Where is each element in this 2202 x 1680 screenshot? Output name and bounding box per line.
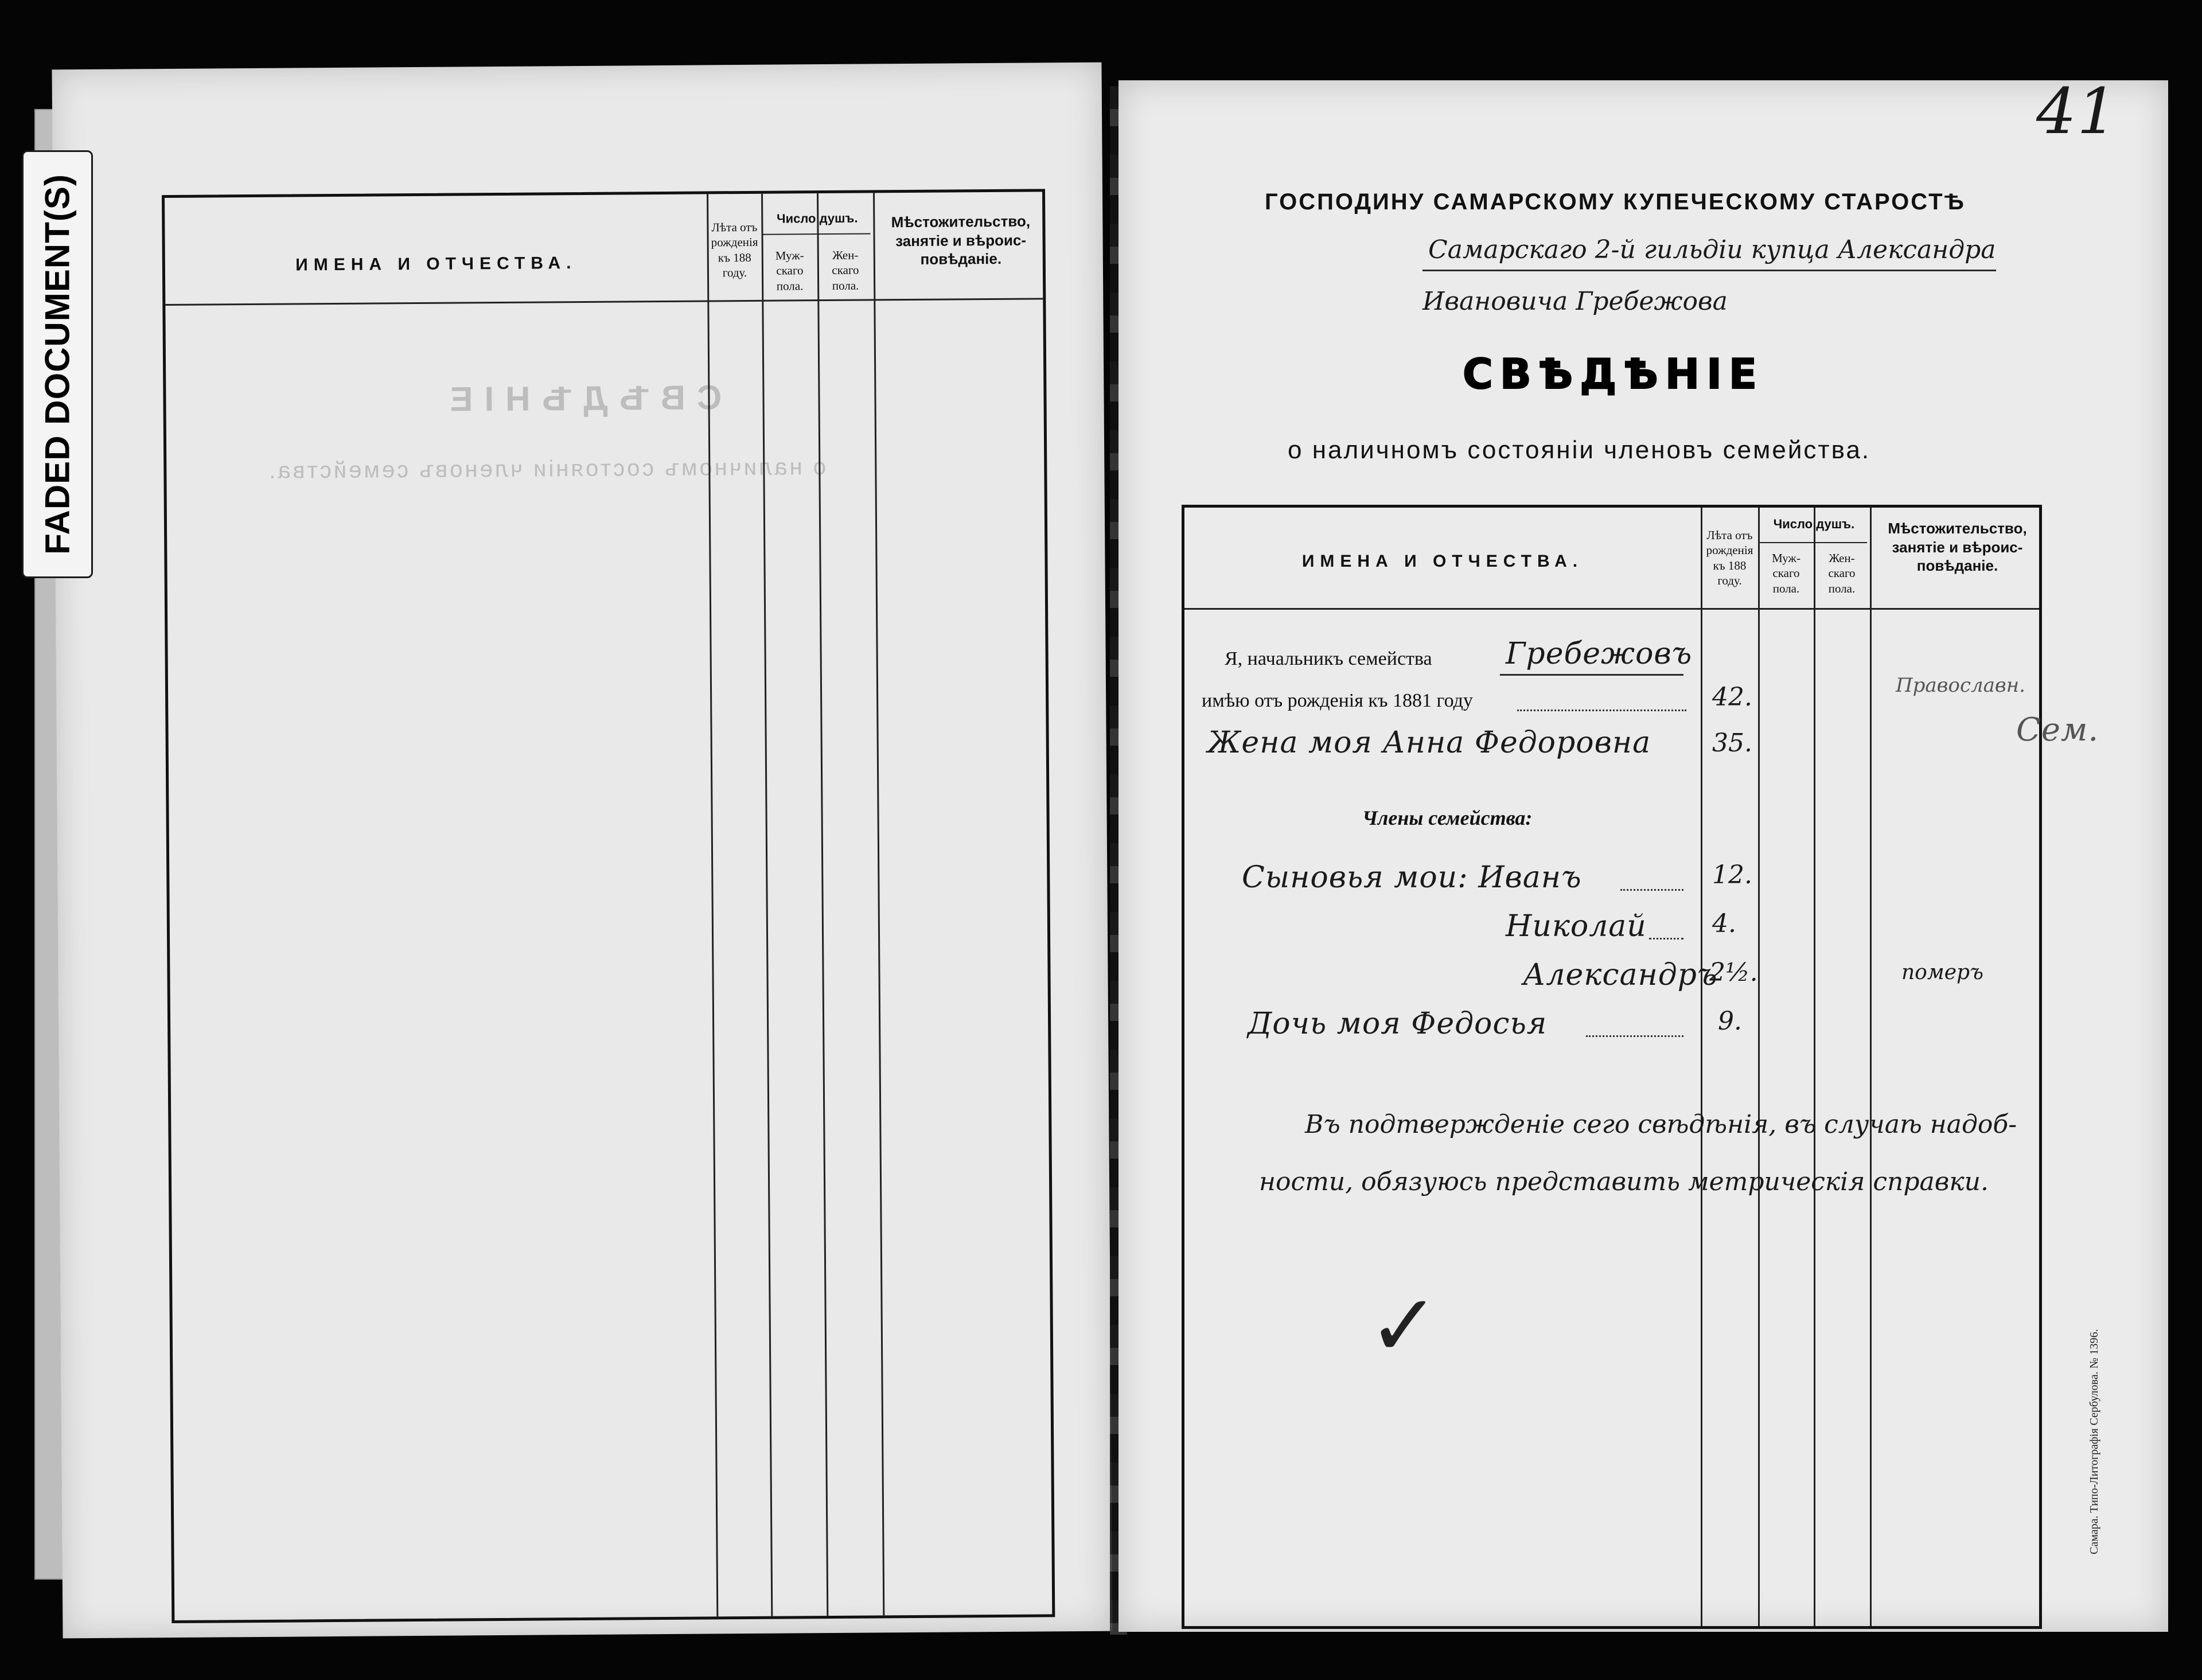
souls-divider bbox=[762, 233, 871, 235]
header-female: Жен-скаго пола. bbox=[832, 248, 859, 293]
page-number: 41 bbox=[2036, 75, 2118, 148]
birth-line: имѣю отъ рожденія къ 1881 году bbox=[1202, 690, 1473, 711]
confirmation-line-2: ности, обязуюсь представить метрическія справки. bbox=[1259, 1167, 1989, 1196]
birth-line-dots bbox=[1517, 710, 1686, 711]
addressee-heading: ГОСПОДИНУ САМАРСКОМУ КУПЕЧЕСКОМУ СТАРОСТѢ bbox=[1265, 189, 1966, 215]
printer-imprint: Самара. Типо-Литографія Сербулова. № 1396. bbox=[2088, 1329, 2100, 1554]
header-residence: Мѣстожительство, занятіе и вѣроис-повѣданіе. bbox=[1888, 520, 2027, 574]
column-divider bbox=[761, 194, 773, 1616]
member-2-dots bbox=[1649, 938, 1683, 940]
column-divider bbox=[1701, 508, 1702, 1626]
right-page bbox=[1118, 75, 2168, 1632]
left-page bbox=[52, 63, 1112, 1639]
confirmation-line-1: Въ подтвержденіе сего свѣдѣнія, въ случаѣ надоб- bbox=[1305, 1110, 2017, 1139]
religion-note: Православн. bbox=[1896, 674, 2025, 697]
header-years: Лѣта отъ рожденія къ 188 году. bbox=[711, 220, 758, 280]
document-title: СВѢДѢНІЕ bbox=[1463, 350, 1764, 398]
from-line-1: Самарскаго 2-й гильдіи купца Александра bbox=[1428, 235, 1996, 264]
head-surname-rule bbox=[1500, 674, 1683, 676]
header-divider bbox=[1184, 608, 2039, 610]
header-female: Жен-скаго пола. bbox=[1828, 551, 1856, 595]
member-2-label: Николай bbox=[1506, 909, 1647, 944]
marginal-note: Сем. bbox=[2016, 711, 2099, 749]
header-years: Лѣта отъ рожденія къ 188 году. bbox=[1706, 528, 1753, 587]
member-4-label: Дочь моя Федосья bbox=[1248, 1007, 1548, 1041]
check-mark: ✓ bbox=[1368, 1276, 1440, 1376]
member-1-label: Сыновья мои: Иванъ bbox=[1242, 860, 1582, 895]
from-line-1-rule bbox=[1422, 270, 1996, 271]
header-names: ИМЕНА И ОТЧЕСТВА. bbox=[295, 254, 577, 275]
column-divider bbox=[873, 193, 884, 1615]
column-divider bbox=[707, 194, 718, 1616]
header-residence: Мѣстожительство, занятіе и вѣроис-повѣданіе. bbox=[891, 212, 1031, 268]
head-surname: Гребежовъ bbox=[1506, 637, 1693, 671]
column-divider bbox=[1870, 508, 1872, 1626]
column-divider bbox=[817, 193, 828, 1616]
header-male: Муж-скаго пола. bbox=[1772, 551, 1800, 595]
header-divider bbox=[165, 298, 1043, 306]
header-male: Муж-скаго пола. bbox=[775, 248, 804, 293]
wife-age: 35. bbox=[1712, 728, 1752, 758]
faded-documents-label: FADED DOCUMENT(S) bbox=[38, 174, 77, 555]
bleed-through-subtitle: о наличномъ состояніи членовъ семейства. bbox=[267, 454, 827, 484]
header-souls: Число душъ. bbox=[777, 211, 858, 226]
souls-divider bbox=[1758, 542, 1867, 543]
header-names: ИМЕНА И ОТЧЕСТВА. bbox=[1301, 552, 1584, 571]
header-souls: Число душъ. bbox=[1773, 517, 1855, 531]
member-3-label: Александръ bbox=[1523, 958, 1718, 992]
member-1-dots bbox=[1620, 889, 1683, 891]
member-1-age: 12. bbox=[1712, 860, 1752, 890]
member-3-age: 2½. bbox=[1709, 958, 1758, 987]
document-subtitle: о наличномъ состояніи членовъ семейства. bbox=[1288, 436, 1871, 464]
member-2-age: 4. bbox=[1712, 909, 1736, 938]
member-4-age: 9. bbox=[1718, 1007, 1742, 1036]
column-divider bbox=[1814, 508, 1815, 1626]
left-family-table bbox=[162, 189, 1055, 1623]
member-3-note: померъ bbox=[1901, 961, 1984, 984]
column-divider bbox=[1758, 508, 1760, 1626]
head-line-prefix: Я, начальникъ семейства bbox=[1225, 648, 1432, 669]
member-4-dots bbox=[1586, 1035, 1683, 1037]
faded-documents-tab bbox=[22, 150, 93, 578]
members-heading: Члены семейства: bbox=[1362, 806, 1533, 829]
from-line-2: Ивановича Гребежова bbox=[1422, 287, 1728, 316]
wife-line: Жена моя Анна Федоровна bbox=[1207, 726, 1651, 760]
bleed-through-title: СВѢДѢНІЕ bbox=[438, 378, 722, 419]
head-age: 42. bbox=[1712, 683, 1752, 712]
